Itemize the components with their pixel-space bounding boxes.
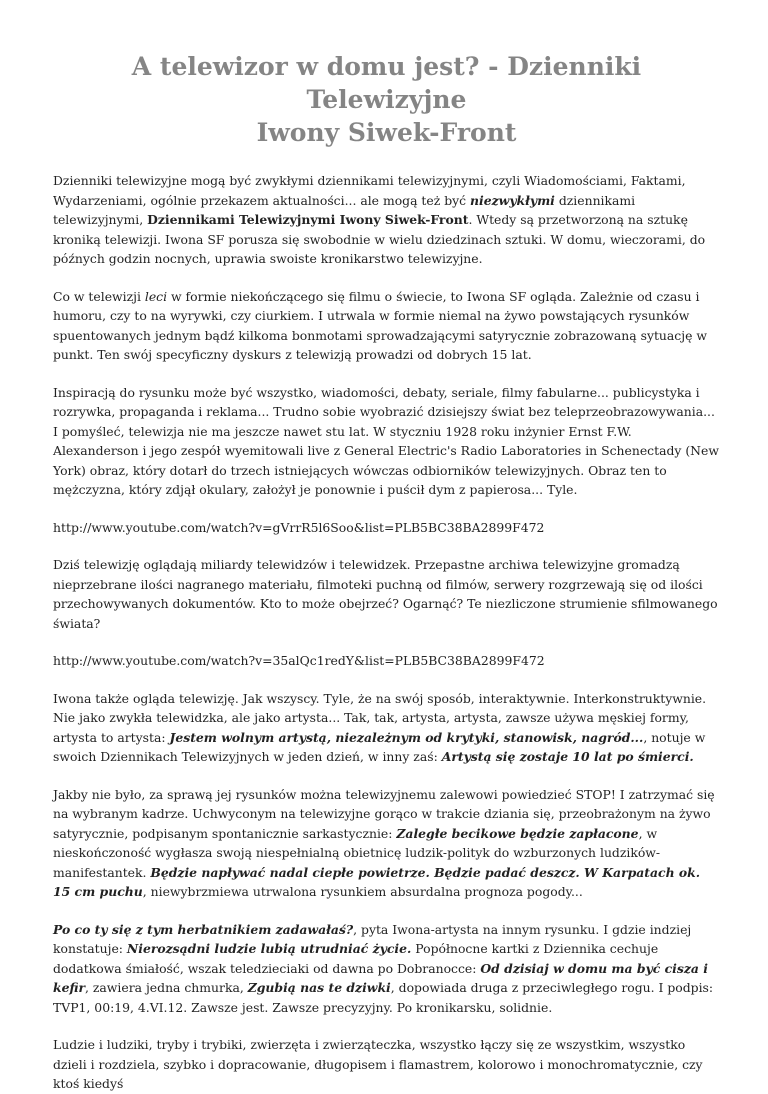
paragraph-5: Iwona także ogląda telewizję. Jak wszyscy. Tyle, że na swój sposób, interaktywnie. Interkonstruktywnie. Nie jako zwykła telewidzka, ale jako artysta... Tak, tak, artysta, artysta, zawsze używa męskiej formy, artysta to artysta: Jestem wolnym artystą, niezależnym od krytyki, stanowisk, nagród..., notuje w swoich Dziennikach Telewizyjnych w jeden dzień, w inny zaś: Artystą się zostaje 10 lat po śmierci. (53, 690, 707, 764)
paragraph-2: Co w telewizji leci w formie niekończącego się filmu o świecie, to Iwona SF ogląda. Zależnie od czasu i humoru, czy to na wyrywki, czy ciurkiem. I utrwala w formie niemal na żywo powstających rysunków spuentowanych jednym bądź kilkoma bonmotami sprowadzającymi satyrycznie zobrazowaną sytuację w punkt. Ten swój specyficzny dyskurs z telewizją prowadzi od dobrych 15 lat. (53, 288, 707, 362)
youtube-link-1[interactable]: http://www.youtube.com/watch?v=gVrrR5l6Soo&list=PLB5BC38BA2899F472 (53, 519, 545, 535)
document-title (53, 50, 720, 149)
paragraph-8: Ludzie i ludziki, tryby i trybiki, zwierzęta i zwierzątеczka, wszystko łączy się ze wszystkim, wszystko dzieli i rozdziela, szybko i dopracowanie, długopisem i flamastrem, kolorowo i monochromatycznie, czy ktoś kiedyś (53, 1037, 703, 1091)
title-line-1: A telewizor w domu jest? - Dzienniki Telewizyjne (131, 52, 642, 114)
paragraph-4: Dziś telewizję oglądają miliardy telewidzów i telewidzek. Przepastne archiwa telewizyjne gromadzą nieprzebrane ilości nagranego materiału, filmoteki puchną od filmów, serwery rozgrzewają się od ilości przechowywanych dokumentów. Kto to może obejrzeć? Ogarnąć? Te niezliczone strumienie sfilmowanego świata? (53, 557, 718, 631)
paragraph-7: Po co ty się z tym herbatnikiem zadawałaś?, pyta Iwona-artysta na innym rysunku. I gdzie indziej konstatuje: Nierozsądni ludzie lubią utrudniać życie. Popółnocne kartki z Dziennika cechuje dodatkowa śmiałość, wszak teledzieciaki od dawna po Dobranocce: Od dzisiaj w domu ma być cisza i kefir, zawiera jedna chmurka, Zgubią nas te dziwki, dopowiada druga z przeciwległego rogu. I podpis: TVP1, 00:19, 4.VI.12. Zawsze jest. Zawsze precyzyjny. Po kronikarsku, solidnie. (53, 921, 714, 1015)
paragraph-6: Jakby nie było, za sprawą jej rysunków można telewizyjnemu zalewowi powiedzieć STOP! I zatrzymać się na wybranym kadrze. Uchwyconym na telewizyjne gorąco w trakcie dziania się, przeobrażonym na żywo satyrycznie, podpisanym spontanicznie sarkastycznie: Zaległe becikowe będzie zapłacone, w nieskończoność wygłasza swoją niespełnialną obietnicę ludzik-polityk do wzburzonych ludzików-manifestantek. Będzie napływać nadal ciepłe powietrze. Będzie padać deszcz. W Karpatach ok. 15 cm puchu, niewybrzmiewa utrwalona rysunkiem absurdalna prognoza pogody... (53, 786, 715, 899)
youtube-link-2[interactable]: http://www.youtube.com/watch?v=35alQc1redY&list=PLB5BC38BA2899F472 (53, 653, 545, 668)
title-line-2: Iwony Siwek-Front (256, 118, 517, 147)
paragraph-3: Inspiracją do rysunku może być wszystko, wiadomości, debaty, seriale, filmy fabularne... publicystyka i rozrywka, propaganda i reklama... Trudno sobie wyobrazić dzisiejszy świat bez teleprzeobrazowywania... I pomyśleć, telewizja nie ma jeszcze nawet stu lat. W styczniu 1928 roku inżynier Ernst F.W. Alexanderson i jego zespół wyemitowali live z General Electric's Radio Laboratories in Schenectady (New York) obraz, który dotarł do trzech istniejących wówczas odbiorników telewizyjnych. Obraz ten to mężczyzna, który zdjął okulary, założył je ponownie i puścił dym z papierosa... Tyle. (53, 384, 719, 497)
paragraph-1: Dzienniki telewizyjne mogą być zwykłymi dziennikami telewizyjnymi, czyli Wiadomościami, Faktami, Wydarzeniami, ogólnie przekazem aktualności... ale mogą też być niezwykłymi dziennikami telewizyjnymi, Dziennikami Telewizyjnymi Iwony Siwek-Front. Wtedy są przetworzoną na sztukę kroniką telewizji. Iwona SF porusza się swobodnie w wielu dziedzinach sztuki. W domu, wieczorami, do późnych godzin nocnych, uprawia swoiste kronikarstwo telewizyjne. (53, 173, 706, 266)
